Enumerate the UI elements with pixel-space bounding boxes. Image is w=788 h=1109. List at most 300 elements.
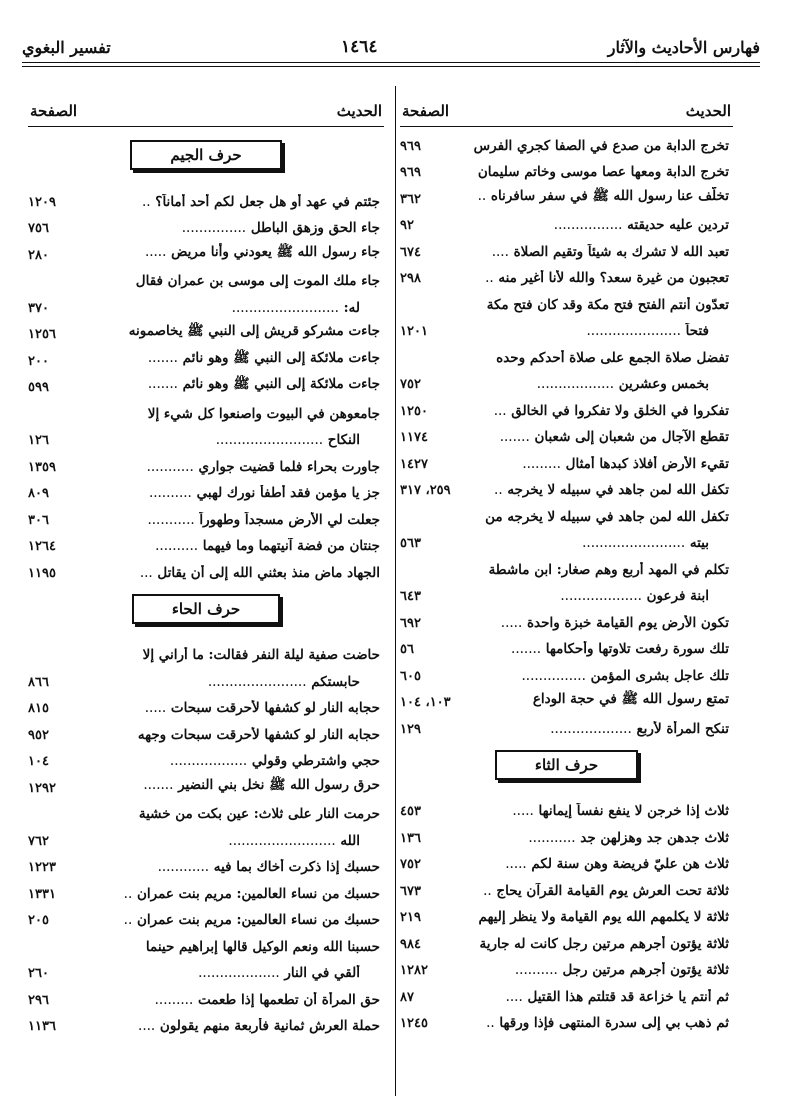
hadith-phrase: جاءت ملائكة إلى النبي ﷺ وهو نائم <box>182 349 380 366</box>
hadith-phrase: ثلاثة يؤتون أجرهم مرتين رجل كانت له جارية <box>479 935 729 952</box>
hadith-phrase: ثلاث جدهن جد وهزلهن جد <box>580 829 729 846</box>
index-row <box>28 554 384 581</box>
index-row <box>28 1008 384 1035</box>
hadith-phrase: تخرج الدابة ومعها عصا موسى وخاتم سليمان <box>477 164 729 180</box>
hadith-text <box>458 187 733 207</box>
hadith-phrase: فتحاً <box>685 323 709 339</box>
page-header-label: الصفحة <box>402 102 450 120</box>
hadith-text <box>458 936 733 952</box>
hadith-text <box>458 883 733 899</box>
hadith-text <box>86 912 384 928</box>
hadith-phrase: حملة العرش ثمانية فأربعة منهم يقولون <box>159 1018 380 1034</box>
index-row <box>400 525 733 552</box>
index-row <box>400 154 733 181</box>
page-ref: ١٢٢٣ <box>28 860 56 875</box>
leader-dots: ................ <box>553 217 623 233</box>
hadith-phrase: حرمت النار على ثلاث: عين بكت من خشية <box>138 806 380 822</box>
page-ref: ١٠٤ <box>28 754 49 769</box>
index-row <box>400 366 733 393</box>
index-row <box>400 604 733 631</box>
index-row <box>28 849 384 876</box>
leader-dots: ....... <box>147 349 178 366</box>
hadith-phrase: تقيء الأرض أفلاذ كبدها أمثال <box>565 455 729 472</box>
section-title-ha: حرف الحاء <box>132 594 280 624</box>
page-ref: ٢٩٨ <box>400 271 421 286</box>
leader-dots: .. <box>477 187 487 204</box>
page-ref: ٥٦٣ <box>400 536 421 551</box>
page-ref: ٦٧٤ <box>400 244 421 260</box>
page-ref: ٩٦٩ <box>400 138 421 154</box>
index-row <box>400 313 733 340</box>
hadith-text <box>86 512 384 528</box>
hadith-text <box>458 562 733 578</box>
hadith-text <box>458 456 733 472</box>
index-row <box>28 981 384 1008</box>
hadith-header: الحديث <box>685 102 731 120</box>
hadith-phrase: جاء الحق وزهق الباطل <box>250 220 380 236</box>
hadith-text <box>86 727 384 743</box>
page-ref: ١٢٩ <box>400 721 421 737</box>
hadith-text <box>458 138 733 154</box>
page-ref: ٧٥٢ <box>400 377 421 392</box>
page-ref: ٢١٩ <box>400 910 421 925</box>
index-row <box>28 501 384 528</box>
page-ref: ٢٥٩، ٣١٧ <box>400 483 451 498</box>
hadith-text <box>86 674 384 690</box>
hadith-phrase: جاءت ملائكة إلى النبي ﷺ وهو نائم <box>182 376 380 392</box>
hadith-phrase: ثلاث إذا خرجن لا ينفع نفساً إيمانها <box>538 803 729 819</box>
leader-dots: ............ <box>157 859 210 875</box>
leader-dots: ........... <box>528 829 576 846</box>
hadith-text <box>458 350 733 366</box>
index-row <box>28 769 384 796</box>
hadith-text <box>86 243 384 263</box>
hadith-phrase: تمتع رسول الله ﷺ في حجة الوداع <box>532 691 729 707</box>
index-row <box>400 472 733 499</box>
hadith-phrase: جاء رسول الله ﷺ يعودني وأنا مريض <box>171 243 380 260</box>
hadith-phrase: النكاح <box>327 432 360 448</box>
leader-dots: .......... <box>514 962 558 978</box>
hadith-text <box>458 297 733 313</box>
book-title: تفسير البغوي <box>22 37 111 57</box>
leader-dots: ................... <box>198 965 280 981</box>
hadith-text <box>86 886 384 902</box>
index-row <box>400 684 733 711</box>
hadith-text <box>86 375 384 395</box>
leader-dots: ....... <box>143 776 174 793</box>
index-row <box>28 183 384 210</box>
page-ref: ٢٠٥ <box>28 913 49 928</box>
page-ref: ٩٨٤ <box>400 936 421 952</box>
hadith-text <box>458 721 733 737</box>
page-number: ١٤٦٤ <box>340 37 378 57</box>
leader-dots: ...................... <box>586 323 681 339</box>
hadith-phrase: ألقي في النار <box>284 965 360 981</box>
hadith-text <box>86 322 384 342</box>
hadith-text <box>86 700 384 716</box>
column-divider <box>395 86 396 1096</box>
page-ref: ١٢٨٢ <box>400 963 428 978</box>
leader-dots: ................... <box>560 588 642 604</box>
leader-dots: ......................... <box>215 432 324 448</box>
hadith-text <box>458 690 733 710</box>
section-title-tha: حرف الثاء <box>495 750 638 780</box>
page-ref: ٩٥٢ <box>28 727 49 743</box>
hadith-text <box>86 300 384 316</box>
index-row <box>400 233 733 260</box>
hadith-phrase: ثم أنتم يا خزاعة قد قتلتم هذا القتيل <box>527 988 729 1005</box>
index-row <box>28 210 384 237</box>
hadith-text <box>458 588 733 604</box>
index-row <box>400 657 733 684</box>
hadith-phrase: تنكح المرأة لأربع <box>636 720 729 737</box>
page-ref: ١١٣٦ <box>28 1019 56 1034</box>
index-row <box>400 207 733 234</box>
hadith-text <box>458 989 733 1005</box>
hadith-phrase: حسبك من نساء العالمين: مريم بنت عمران <box>136 885 380 902</box>
hadith-text <box>86 859 384 875</box>
leader-dots: ..... <box>505 856 527 872</box>
hadith-phrase: ثم ذهب بي إلى سدرة المنتهى فإذا ورقها <box>499 1015 729 1031</box>
hadith-phrase: حجابه النار لو كشفها لأحرقت سبحات <box>170 700 380 716</box>
hadith-text <box>458 830 733 846</box>
page-ref: ٧٥٦ <box>28 221 49 236</box>
hadith-text <box>86 565 384 581</box>
hadith-text <box>86 220 384 236</box>
hadith-phrase: تلك سورة رفعت تلاوتها وأحكامها <box>545 641 729 657</box>
leader-dots: .................. <box>169 753 248 769</box>
page-ref: ٦٩٢ <box>400 615 421 631</box>
hadith-text <box>86 406 384 422</box>
leader-dots: ........... <box>146 458 194 475</box>
hadith-phrase: تكفل الله لمن جاهد في سبيله لا يخرجه <box>507 482 729 498</box>
page-ref: ٢٩٦ <box>28 992 49 1008</box>
page-ref: ١١٩٥ <box>28 565 56 581</box>
leader-dots: ..... <box>144 243 167 260</box>
leader-dots: ......................... <box>231 299 339 316</box>
leader-dots: ....... <box>499 429 530 445</box>
hadith-text <box>458 323 733 339</box>
leader-dots: ......................... <box>228 832 336 849</box>
page-ref: ٢٠٠ <box>28 353 49 369</box>
section-title-jim: حرف الجيم <box>130 140 281 170</box>
leader-dots: ......... <box>522 455 561 472</box>
page-ref: ١٣٦ <box>400 830 421 846</box>
index-row <box>400 1005 733 1032</box>
index-row <box>28 928 384 955</box>
page-ref: ١٣٣١ <box>28 886 56 902</box>
page-ref: ٢٦٠ <box>28 966 49 981</box>
hadith-phrase: حسبك إذا ذكرت أخاك بما فيه <box>213 859 380 875</box>
page-ref: ١٢٠٩ <box>28 194 56 210</box>
hadith-text <box>458 270 733 286</box>
leader-dots: .. <box>123 912 133 928</box>
leader-dots: .......... <box>155 538 199 554</box>
index-row <box>400 339 733 366</box>
hadith-phrase: تقطع الآجال من شعبان إلى شعبان <box>534 429 729 445</box>
index-row <box>400 899 733 926</box>
index-row <box>28 716 384 743</box>
hadith-text <box>86 273 384 289</box>
hadith-text <box>458 909 733 925</box>
leader-dots: .. <box>141 193 151 210</box>
right-column <box>400 96 733 1031</box>
hadith-phrase: جاء ملك الموت إلى موسى بن عمران فقال <box>135 273 380 289</box>
page-ref: ٨٠٩ <box>28 486 49 501</box>
hadith-phrase: جاءت مشركو قريش إلى النبي ﷺ يخاصمونه <box>128 323 380 339</box>
hadith-text <box>86 647 384 663</box>
hadith-phrase: تلك عاجل بشرى المؤمن <box>590 667 729 684</box>
index-row <box>400 710 733 737</box>
page-ref: ١٢٠١ <box>400 324 428 339</box>
index-row <box>400 260 733 287</box>
leader-dots: ....... <box>147 376 178 392</box>
index-row <box>400 127 733 154</box>
page-ref: ١٠٣، ١٠٤ <box>400 695 451 710</box>
hadith-text <box>86 753 384 769</box>
index-row <box>400 872 733 899</box>
hadith-text <box>458 217 733 233</box>
hadith-phrase: له: <box>343 299 360 316</box>
page-ref: ٥٩٩ <box>28 380 49 395</box>
leader-dots: .... <box>505 988 523 1005</box>
hadith-text <box>86 806 384 822</box>
hadith-text <box>86 349 384 369</box>
hadith-text <box>86 432 384 448</box>
hadith-phrase: تعدّون أنتم الفتح فتح مكة وقد كان فتح مكة <box>486 296 729 313</box>
hadith-phrase: جاورت بحراء فلما قضيت جواري <box>198 458 380 475</box>
leader-dots: ............... <box>521 667 586 684</box>
hadith-phrase: حق المرأة أن تطعمها إذا طعمت <box>197 991 380 1008</box>
hadith-text <box>458 962 733 978</box>
hadith-text <box>458 803 733 819</box>
page-ref: ٩٦٩ <box>400 165 421 180</box>
page-ref: ١٣٥٩ <box>28 459 56 475</box>
index-row <box>28 955 384 982</box>
leader-dots: ........... <box>147 511 195 528</box>
header-rule-2 <box>22 66 760 67</box>
page-ref: ٤٥٣ <box>400 804 421 819</box>
hadith-list <box>400 793 733 1032</box>
hadith-phrase: ثلاث هن عليّ فريضة وهن سنة لكم <box>531 856 729 872</box>
index-row <box>28 289 384 316</box>
index-row <box>400 551 733 578</box>
hadith-phrase: تكون الأرض يوم القيامة خبزة واحدة <box>526 614 729 631</box>
hadith-text <box>458 244 733 260</box>
index-row <box>28 395 384 422</box>
leader-dots: ....................... <box>207 673 307 690</box>
leader-dots: ........................ <box>582 535 686 551</box>
leader-dots: ..... <box>144 700 167 716</box>
index-row <box>28 875 384 902</box>
hadith-text <box>458 376 733 392</box>
hadith-text <box>458 1015 733 1031</box>
hadith-text <box>458 403 733 419</box>
hadith-phrase: بخمس وعشرين <box>618 376 709 392</box>
hadith-text <box>458 509 733 525</box>
leader-dots: ............... <box>181 220 247 236</box>
leader-dots: ... <box>139 564 153 581</box>
hadith-phrase: تكفل الله لمن جاهد في سبيله لا يخرجه من <box>485 508 729 525</box>
hadith-text <box>458 615 733 631</box>
hadith-text <box>86 965 384 981</box>
leader-dots: ... <box>493 402 507 419</box>
hadith-phrase: جنتان من فضة آنيتهما وما فيهما <box>202 538 380 554</box>
index-row <box>28 422 384 449</box>
hadith-list <box>28 183 384 581</box>
hadith-phrase: تفضل صلاة الجمع على صلاة أحدكم وحده <box>496 349 729 366</box>
hadith-phrase: حجابه النار لو كشفها لأحرقت سبحات وجهه <box>137 726 380 743</box>
page-ref: ٨١٥ <box>28 701 49 716</box>
index-row <box>28 796 384 823</box>
hadith-phrase: تعجبون من غيرة سعد؟ والله لأنا أغير منه <box>498 270 729 286</box>
index-row <box>28 902 384 929</box>
leader-dots: .... <box>491 243 509 260</box>
leader-dots: ..... <box>512 803 534 819</box>
leader-dots: ................... <box>550 720 632 737</box>
page-ref: ٦٤٣ <box>400 589 421 604</box>
hadith-phrase: تخرج الدابة من صدع في الصفا كجري الفرس <box>473 137 729 154</box>
hadith-text <box>86 459 384 475</box>
page-ref: ٣٠٦ <box>28 512 49 528</box>
page-header <box>22 36 760 58</box>
index-row <box>28 663 384 690</box>
hadith-text <box>86 485 384 501</box>
index-row <box>400 819 733 846</box>
index-row <box>28 637 384 664</box>
leader-dots: .... <box>138 1018 156 1034</box>
page-ref: ٩٢ <box>400 218 414 233</box>
index-row <box>28 369 384 396</box>
index-row <box>400 180 733 207</box>
index-row <box>400 952 733 979</box>
hadith-text <box>86 992 384 1008</box>
hadith-text <box>458 482 733 498</box>
hadith-phrase: تخلّف عنا رسول الله ﷺ في سفر سافرناه <box>490 187 729 204</box>
index-row <box>28 475 384 502</box>
index-row <box>400 578 733 605</box>
page-ref: ١٢٥٠ <box>400 403 428 419</box>
hadith-text <box>86 194 384 210</box>
column-header <box>28 96 384 127</box>
leader-dots: ......... <box>154 991 194 1008</box>
leader-dots: .......... <box>148 485 192 501</box>
section-heading <box>400 737 733 793</box>
index-row <box>28 448 384 475</box>
index-row <box>400 793 733 820</box>
hadith-list <box>28 637 384 1035</box>
page-ref: ٧٥٢ <box>400 857 421 872</box>
page-ref: ١٢٤٥ <box>400 1016 428 1031</box>
page-ref: ١٤٢٧ <box>400 456 428 472</box>
leader-dots: ....... <box>511 641 542 657</box>
index-row <box>400 631 733 658</box>
page-ref: ٨٦٦ <box>28 674 49 690</box>
index-row <box>28 822 384 849</box>
hadith-text <box>458 535 733 551</box>
hadith-header: الحديث <box>336 102 382 120</box>
index-row <box>400 498 733 525</box>
page-ref: ١٢٦ <box>28 433 49 448</box>
index-row <box>28 528 384 555</box>
section-heading <box>28 127 384 183</box>
hadith-text <box>458 856 733 872</box>
hadith-phrase: تعبد الله لا تشرك به شيئاً وتقيم الصلاة <box>513 243 729 260</box>
header-rule <box>22 62 760 63</box>
leader-dots: .. <box>485 270 494 286</box>
index-row <box>400 925 733 952</box>
hadith-phrase: جعلت لي الأرض مسجداً وطهوراً <box>199 511 380 528</box>
hadith-phrase: جز يا مؤمن فقد أطفأ نورك لهبي <box>196 485 380 501</box>
hadith-phrase: ثلاثة لا يكلمهم الله يوم القيامة ولا ينظر إليهم <box>478 909 729 925</box>
hadith-phrase: حرق رسول الله ﷺ نخل بني النضير <box>178 776 380 793</box>
page-ref: ١٢٦٤ <box>28 539 56 554</box>
leader-dots: .. <box>123 885 133 902</box>
hadith-phrase: حسبنا الله ونعم الوكيل قالها إبراهيم حينما <box>145 938 380 955</box>
section-heading <box>28 581 384 637</box>
page-ref: ٣٧٠ <box>28 300 49 316</box>
leader-dots: .. <box>486 1015 495 1031</box>
index-row <box>400 392 733 419</box>
hadith-phrase: تكلم في المهد أربع وهم صغار: ابن ماشطة <box>488 561 729 578</box>
hadith-phrase: تردين عليه حديقته <box>627 217 729 233</box>
hadith-phrase: جئتم في عهد أو هل جعل لكم أحد أماناً؟ <box>155 193 380 210</box>
page-ref: ٢٨٠ <box>28 247 49 263</box>
hadith-text <box>86 939 384 955</box>
hadith-phrase: حسبك من نساء العالمين: مريم بنت عمران <box>136 912 380 928</box>
index-row <box>400 419 733 446</box>
page-ref: ١٢٩٢ <box>28 780 56 796</box>
hadith-phrase: بيته <box>689 535 709 551</box>
page-ref: ٣٦٢ <box>400 191 421 207</box>
page-header-label: الصفحة <box>30 102 78 120</box>
leader-dots: .................. <box>536 376 614 392</box>
index-row <box>28 743 384 770</box>
index-row <box>400 978 733 1005</box>
index-row <box>28 263 384 290</box>
leader-dots: ..... <box>500 614 523 631</box>
hadith-phrase: جامعوهن في البيوت واصنعوا كل شيء إلا <box>147 405 380 422</box>
hadith-text <box>458 429 733 445</box>
page-ref: ٨٧ <box>400 989 414 1005</box>
index-row <box>28 342 384 369</box>
index-row <box>400 286 733 313</box>
index-row <box>28 690 384 717</box>
index-row <box>28 236 384 263</box>
index-row <box>400 846 733 873</box>
leader-dots: .. <box>494 482 503 498</box>
page-ref: ٦٠٥ <box>400 668 421 684</box>
hadith-text <box>458 668 733 684</box>
hadith-list <box>400 127 733 737</box>
hadith-phrase: الجهاد ماض منذ بعثني الله إلى أن يقاتل <box>157 564 380 581</box>
page-ref: ٥٦ <box>400 642 414 657</box>
hadith-phrase: ثلاثة يؤتون أجرهم مرتين رجل <box>562 962 729 978</box>
hadith-text <box>86 776 384 796</box>
page-ref: ٦٧٣ <box>400 883 421 899</box>
hadith-phrase: حجي واشترطي وقولي <box>251 753 380 769</box>
hadith-text <box>86 1018 384 1034</box>
hadith-phrase: ابنة فرعون <box>646 588 709 604</box>
hadith-text <box>458 641 733 657</box>
page-ref: ١١٧٤ <box>400 430 428 445</box>
hadith-phrase: تفكروا في الخلق ولا تفكروا في الخالق <box>511 402 729 419</box>
left-column <box>28 96 384 1034</box>
hadith-text <box>458 164 733 180</box>
page-ref: ٧٦٢ <box>28 833 49 849</box>
index-title: فهارس الأحاديث والآثار <box>607 37 760 57</box>
hadith-phrase: حابستكم <box>311 673 360 690</box>
